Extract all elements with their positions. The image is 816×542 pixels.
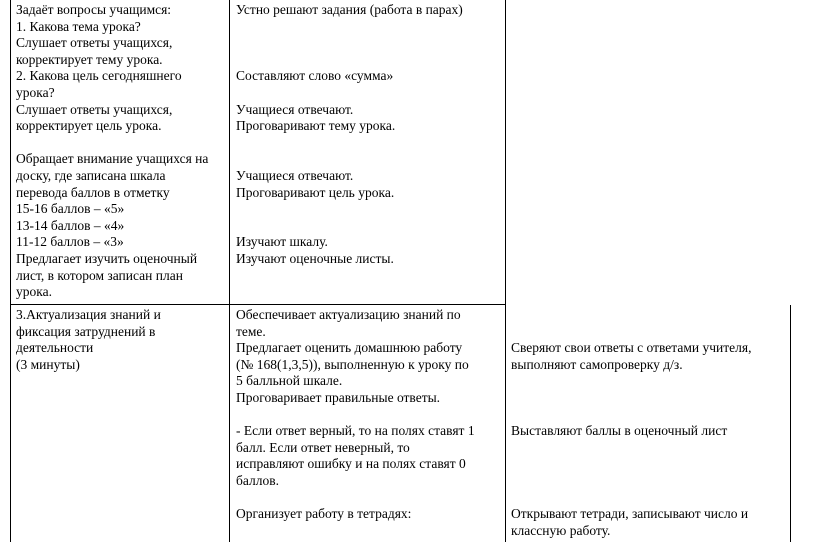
stage-cell-2: 3.Актуализация знаний и фиксация затруднений в деятельности (3 минуты) xyxy=(16,307,161,372)
border-row xyxy=(10,304,506,305)
student-activity-cell-1: Устно решают задания (работа в парах) Составляют слово «сумма» Учащиеся отвечают. Проговаривают тему урока. Учащиеся отвечают. Проговаривают цель урока. Изучают шкалу. Изучают оценочные листы. xyxy=(236,2,463,266)
teacher-activity-cell-2: Обеспечивает актуализацию знаний по теме. Предлагает оценить домашнюю работу (№ 168(1,3,5)), выполненную к уроку по 5 балльной шкале. Проговаривает правильные ответы. - Если ответ верный, то на полях ставят 1 балл. Если ответ неверный, то исправляют ошибку и на полях ставят 0 баллов. Организует работу в тетрадях: xyxy=(236,307,475,522)
student-activity-cell-2: Сверяют свои ответы с ответами учителя, выполняют самопроверку д/з. Выставляют баллы в оценочный лист Открывают тетради, записывают число и классную работу. xyxy=(511,340,752,538)
border-right xyxy=(790,305,791,542)
teacher-activity-cell-1: Задаёт вопросы учащимся: 1. Какова тема урока? Слушает ответы учащихся, корректирует тему урока. 2. Какова цель сегодняшнего урока? Слушает ответы учащихся, корректирует цель урока. Обращает внимание учащихся на доску, где записана шкала перевода баллов в отметку 15-16 баллов – «5» 13-14 баллов – «4» 11-12 баллов – «3» Предлагает изучить оценочный лист, в котором записан план урока. xyxy=(16,2,209,300)
border-col2 xyxy=(505,0,506,542)
border-col1 xyxy=(229,0,230,542)
border-left xyxy=(10,0,11,542)
